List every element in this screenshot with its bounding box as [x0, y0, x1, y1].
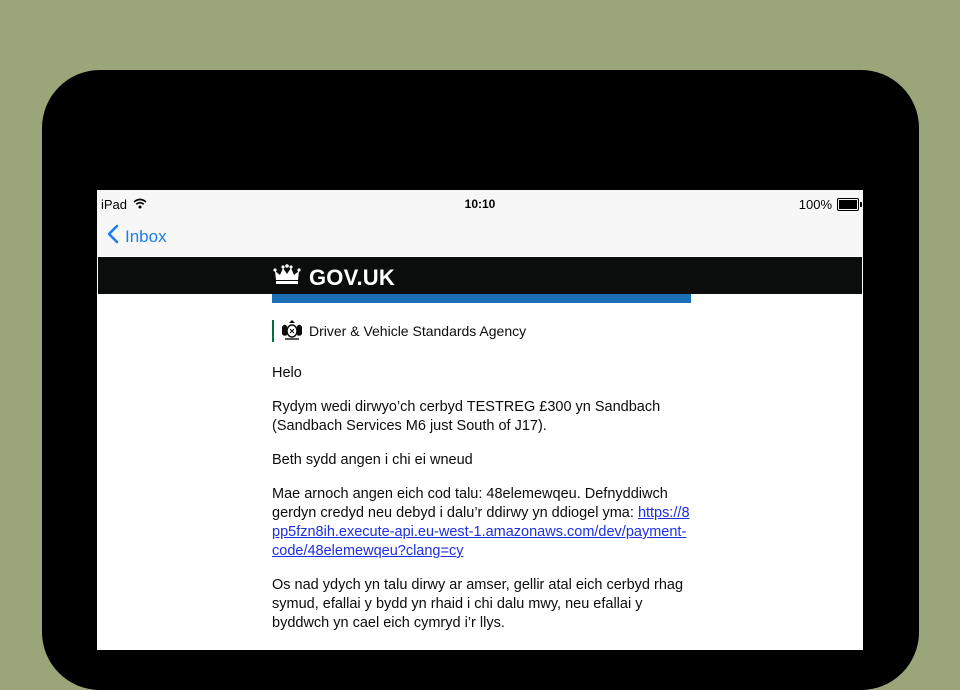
- gov-logo[interactable]: [273, 264, 395, 292]
- crown-icon: [273, 264, 301, 292]
- fine-notice: Rydym wedi dirwyo’ch cerbyd TESTREG £300 yn Sandbach (Sandbach Services M6 just South of J17).: [272, 399, 661, 434]
- device-name: iPad: [101, 197, 128, 212]
- clock: 10:10: [464, 197, 496, 211]
- royal-arms-icon: [280, 319, 304, 344]
- battery-fill: [839, 200, 857, 209]
- chevron-left-icon: [107, 224, 119, 249]
- battery-percent: 100%: [798, 197, 832, 212]
- battery-icon: [837, 198, 859, 211]
- agency-header: [272, 320, 526, 342]
- agency-name: Driver & Vehicle Standards Agency: [309, 323, 527, 339]
- what-to-do-heading: Beth sydd angen i chi ei wneud: [272, 452, 473, 468]
- greeting: Helo: [272, 365, 302, 381]
- ipad-screen: [97, 190, 863, 650]
- payment-link[interactable]: https://8pp5fzn8ih.execute-api.eu-west-1.amazonaws.com/dev/payment-code/48elemewqeu?clang=cy: [272, 505, 690, 559]
- consequences-text: Os nad ydych yn talu dirwy ar amser, gellir atal eich cerbyd rhag symud, efallai y bydd yn rhaid i chi dalu mwy, neu efallai y byddwch yn cael eich cymryd i’r llys.: [272, 577, 684, 631]
- status-right: [799, 197, 859, 212]
- payment-instructions-text: Mae arnoch angen eich cod talu: 48elemewqeu. Defnyddiwch gerdyn credyd neu debyd i dalu’r ddirwy yn ddiogel yma:: [272, 486, 668, 521]
- back-label: Inbox: [125, 226, 167, 246]
- gov-logo-text: GOV.UK: [309, 265, 395, 290]
- mail-nav-bar: [97, 218, 863, 256]
- status-bar: [97, 190, 863, 218]
- email-text: [272, 364, 692, 648]
- gov-header: [98, 257, 862, 294]
- gov-blue-bar: [272, 294, 691, 303]
- email-body: [97, 256, 863, 650]
- back-to-inbox-button[interactable]: [107, 224, 167, 249]
- payment-instructions: [272, 485, 692, 561]
